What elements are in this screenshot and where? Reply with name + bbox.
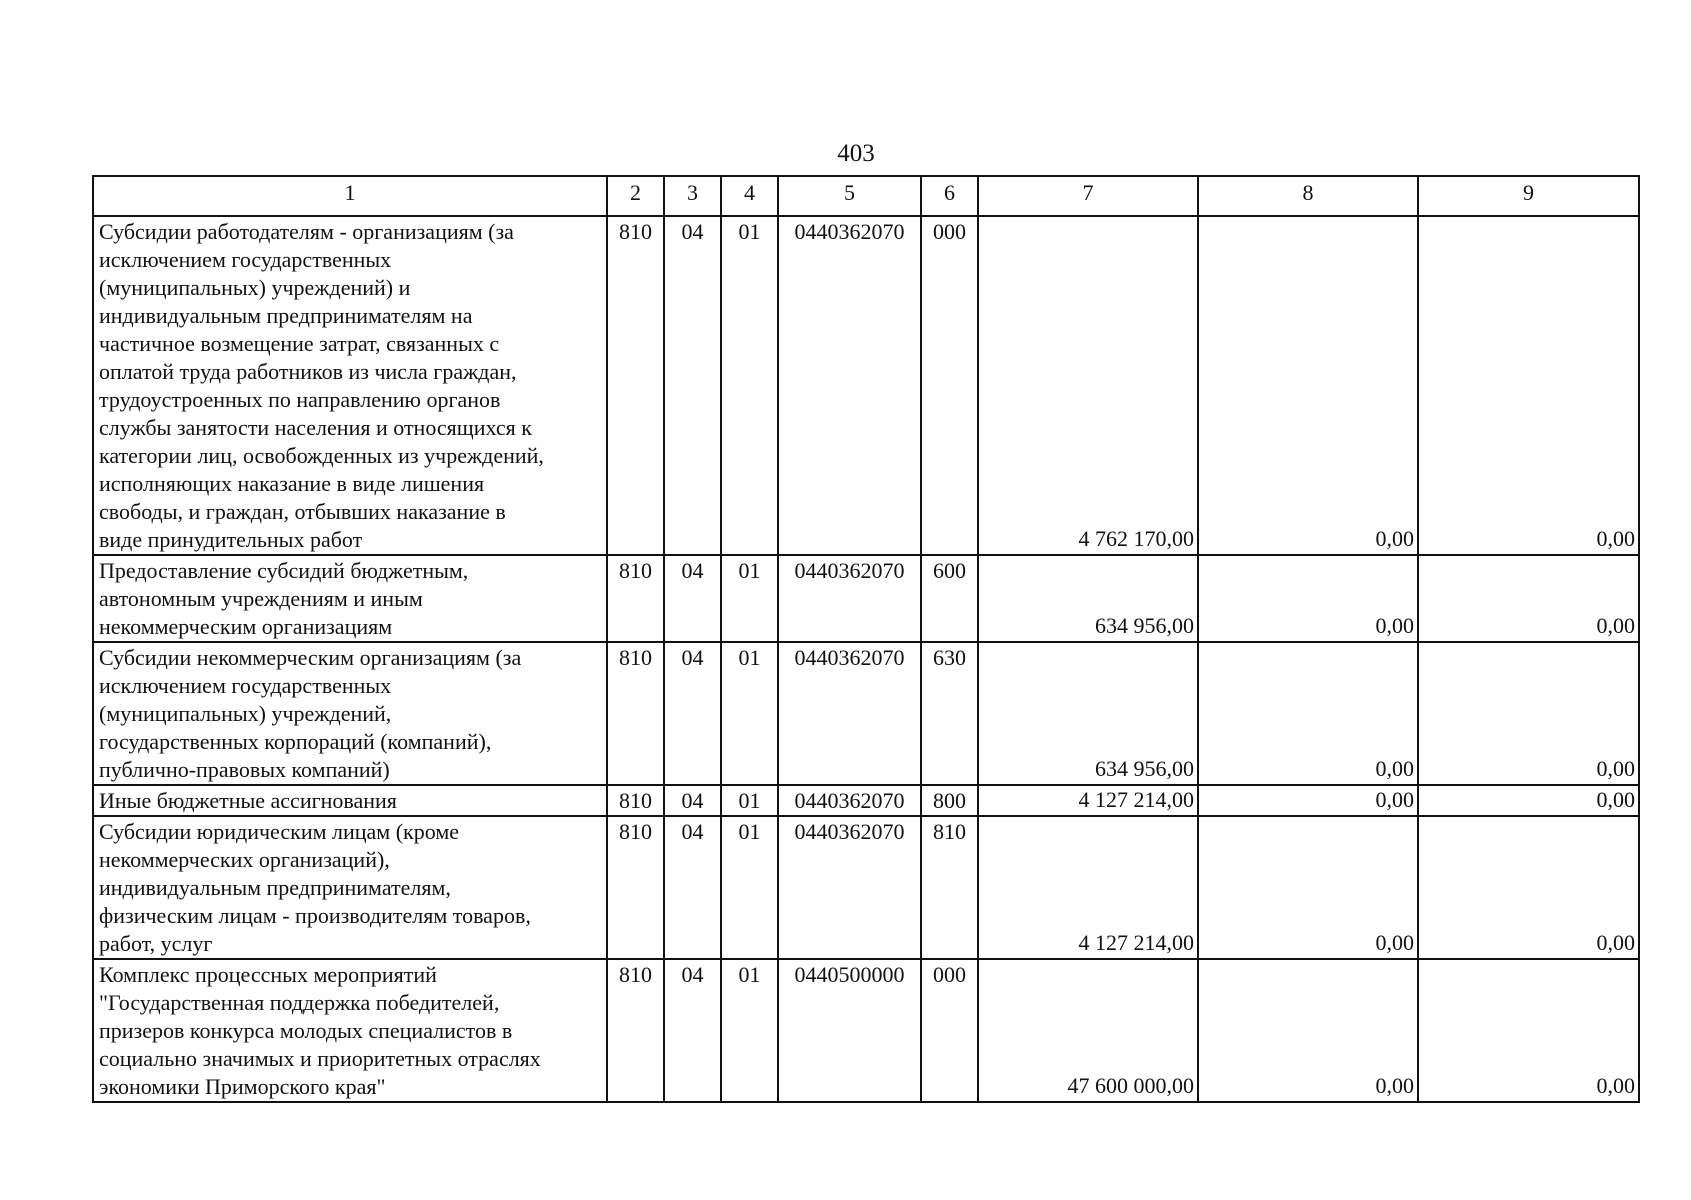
- row-description: Субсидии работодателям - организациям (за исключением государственных (муниципальных) учреждений) и индивидуальным предпринимателям на частичное возмещение затрат, связанных с оплатой труда работников из числа граждан, трудоустроенных по направлению органов службы занятости населения и относящихся к категории лиц, освобожденных из учреждений, исполняющих наказание в виде лишения свободы, и граждан, отбывших наказание в виде принудительных работ: [93, 216, 607, 555]
- table-row: [93, 555, 1639, 642]
- code-cell: 0440362070: [778, 642, 921, 785]
- amount-cell: 0,00: [1418, 555, 1639, 642]
- code-cell: 01: [721, 959, 778, 1102]
- code-cell: 000: [921, 959, 978, 1102]
- code-cell: 01: [721, 816, 778, 959]
- row-description: Иные бюджетные ассигнования: [93, 785, 607, 816]
- row-description: Субсидии юридическим лицам (кроме некоммерческих организаций), индивидуальным предпринимателям, физическим лицам - производителям товаров, работ, услуг: [93, 816, 607, 959]
- code-cell: 600: [921, 555, 978, 642]
- row-description: Субсидии некоммерческим организациям (за исключением государственных (муниципальных) учреждений, государственных корпораций (компаний), публично-правовых компаний): [93, 642, 607, 785]
- code-cell: 01: [721, 642, 778, 785]
- amount-cell: 4 127 214,00: [978, 785, 1198, 816]
- amount-cell: 4 127 214,00: [978, 816, 1198, 959]
- code-cell: 04: [664, 959, 721, 1102]
- code-cell: 810: [607, 785, 664, 816]
- amount-cell: 47 600 000,00: [978, 959, 1198, 1102]
- code-cell: 04: [664, 816, 721, 959]
- column-header: 9: [1418, 176, 1639, 216]
- code-cell: 0440362070: [778, 816, 921, 959]
- row-description: Комплекс процессных мероприятий "Государственная поддержка победителей, призеров конкурса молодых специалистов в социально значимых и приоритетных отраслях экономики Приморского края": [93, 959, 607, 1102]
- code-cell: 04: [664, 216, 721, 555]
- code-cell: 810: [607, 216, 664, 555]
- code-cell: 04: [664, 642, 721, 785]
- code-cell: 630: [921, 642, 978, 785]
- code-cell: 800: [921, 785, 978, 816]
- code-cell: 0440362070: [778, 785, 921, 816]
- amount-cell: 0,00: [1198, 555, 1418, 642]
- amount-cell: 0,00: [1198, 959, 1418, 1102]
- amount-cell: 4 762 170,00: [978, 216, 1198, 555]
- amount-cell: 0,00: [1198, 816, 1418, 959]
- table-row: [93, 816, 1639, 959]
- code-cell: 810: [921, 816, 978, 959]
- code-cell: 810: [607, 959, 664, 1102]
- code-cell: 01: [721, 216, 778, 555]
- column-header: 8: [1198, 176, 1418, 216]
- amount-cell: 0,00: [1198, 216, 1418, 555]
- code-cell: 810: [607, 642, 664, 785]
- header-row: [93, 176, 1639, 216]
- amount-cell: 0,00: [1418, 959, 1639, 1102]
- table-row: [93, 642, 1639, 785]
- amount-cell: 0,00: [1418, 642, 1639, 785]
- code-cell: 810: [607, 816, 664, 959]
- table-row: [93, 959, 1639, 1102]
- column-header: 2: [607, 176, 664, 216]
- amount-cell: 0,00: [1198, 642, 1418, 785]
- column-header: 7: [978, 176, 1198, 216]
- amount-cell: 0,00: [1418, 816, 1639, 959]
- code-cell: 0440500000: [778, 959, 921, 1102]
- amount-cell: 634 956,00: [978, 642, 1198, 785]
- table-row: [93, 785, 1639, 816]
- table-row: [93, 216, 1639, 555]
- amount-cell: 0,00: [1418, 216, 1639, 555]
- row-description: Предоставление субсидий бюджетным, автономным учреждениям и иным некоммерческим организациям: [93, 555, 607, 642]
- code-cell: 04: [664, 555, 721, 642]
- code-cell: 000: [921, 216, 978, 555]
- column-header: 3: [664, 176, 721, 216]
- code-cell: 04: [664, 785, 721, 816]
- code-cell: 0440362070: [778, 216, 921, 555]
- column-header: 6: [921, 176, 978, 216]
- page-number: 403: [837, 140, 875, 167]
- amount-cell: 634 956,00: [978, 555, 1198, 642]
- column-header: 1: [93, 176, 607, 216]
- code-cell: 01: [721, 785, 778, 816]
- amount-cell: 0,00: [1418, 785, 1639, 816]
- column-header: 5: [778, 176, 921, 216]
- amount-cell: 0,00: [1198, 785, 1418, 816]
- code-cell: 01: [721, 555, 778, 642]
- budget-table: [92, 175, 1640, 1103]
- code-cell: 810: [607, 555, 664, 642]
- code-cell: 0440362070: [778, 555, 921, 642]
- column-header: 4: [721, 176, 778, 216]
